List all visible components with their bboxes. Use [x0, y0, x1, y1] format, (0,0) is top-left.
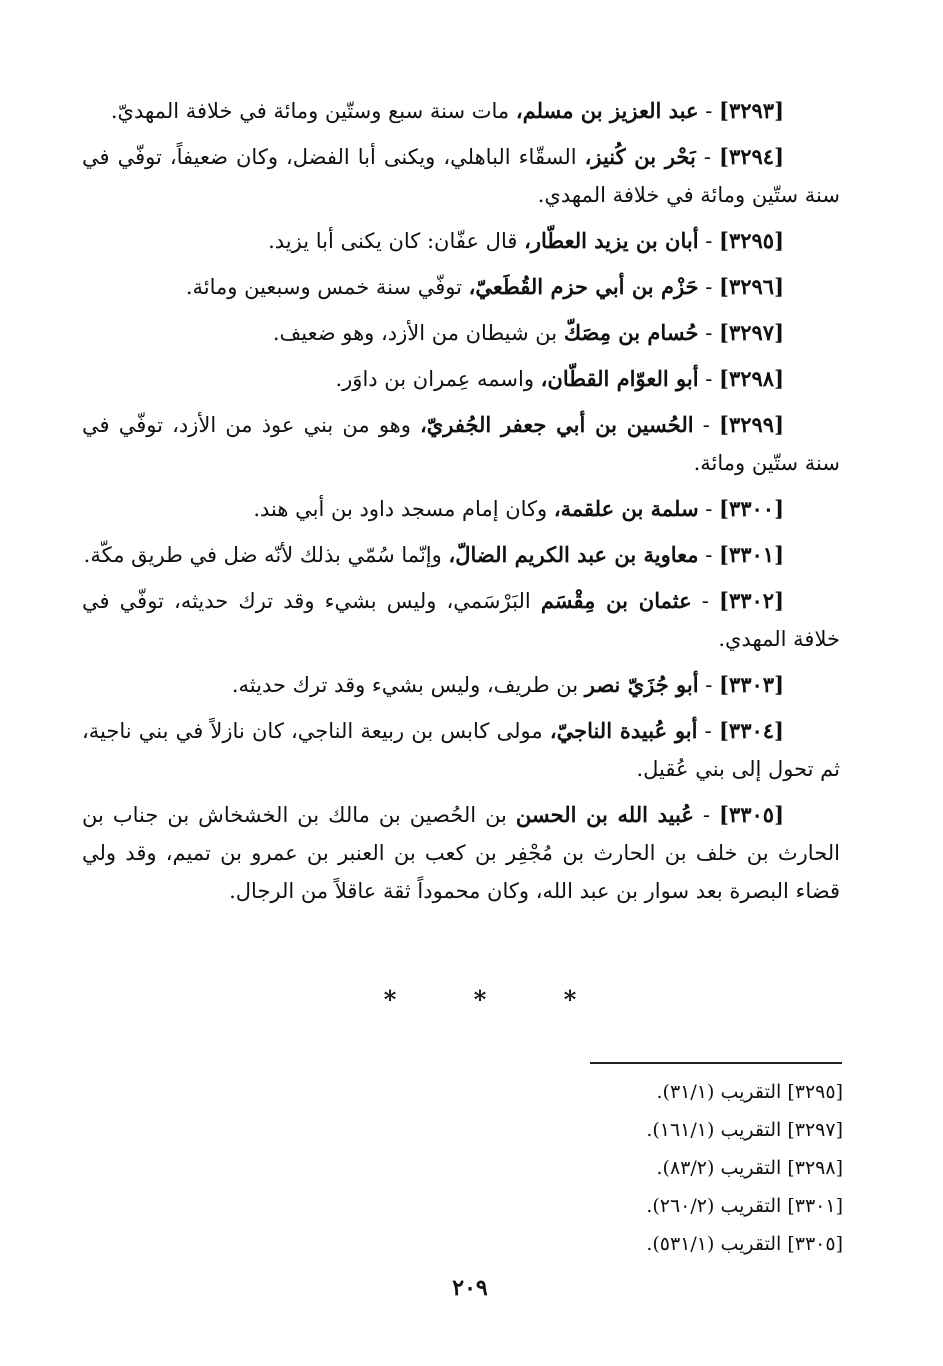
- entry-3304: [٣٣٠٤] - أبو عُبيدة الناجيّ، مولى كابس بن ربيعة الناجي، كان نازلاً في بني ناجية، ثم تحول إلى بني عُقيل.: [82, 718, 840, 781]
- entry-number: [٣٣٠٢]: [719, 588, 784, 613]
- entry-3300: [٣٣٠٠] - سلمة بن علقمة، وكان إمام مسجد داود بن أبي هند.: [253, 496, 784, 521]
- entry-number: [٣٢٩٥]: [719, 228, 784, 253]
- footnote: [٣٢٩٧] التقريب (١٦١/١).: [646, 1119, 843, 1141]
- entry-name: حَزْم بن أبي حزم القُطَعيّ،: [468, 274, 699, 299]
- entry-text: السقّاء الباهلي، ويكنى أبا الفضل، وكان ضعيفاً، توفّي في سنة ستّين ومائة في خلافة المهدي.: [82, 145, 840, 207]
- entry-name: الحُسين بن أبي جعفر الجُفريّ،: [420, 412, 694, 437]
- entry-text: بن طريف، وليس بشيء وقد ترك حديثه.: [231, 673, 585, 697]
- asterisk-icon: *: [563, 985, 577, 1014]
- entry-number: [٣٢٩٤]: [719, 144, 784, 169]
- page-number: ٢٠٩: [452, 1275, 488, 1301]
- entry-3298: [٣٢٩٨] - أبو العوّام القطّان، واسمه عِمران بن داوَر.: [335, 366, 784, 391]
- entry-number: [٣٢٩٩]: [719, 412, 784, 437]
- entry-number: [٣٣٠٣]: [719, 672, 784, 697]
- asterisk-icon: *: [473, 985, 487, 1014]
- footnote: [٣٣٠١] التقريب (٢٦٠/٢).: [646, 1195, 843, 1217]
- entry-number: [٣٣٠٥]: [719, 802, 784, 827]
- entry-3301: [٣٣٠١] - معاوية بن عبد الكريم الضالّ، وإنّما سُمّي بذلك لأنّه ضل في طريق مكّة.: [83, 542, 784, 567]
- entry-number: [٣٢٩٧]: [719, 320, 784, 345]
- entry-number: [٣٣٠٤]: [718, 718, 784, 743]
- footnote: [٣٢٩٨] التقريب (٨٣/٢).: [656, 1157, 843, 1179]
- entry-name: أبو جُزَيّ نصر: [584, 672, 699, 697]
- entry-name: عثمان بن مِقْسَم: [540, 588, 692, 613]
- entry-3294: [٣٢٩٤] - بَحْر بن كُنيز، السقّاء الباهلي، ويكنى أبا الفضل، وكان ضعيفاً، توفّي في سنة ستّين ومائة في خلافة المهدي.: [82, 144, 840, 207]
- entry-3296: [٣٢٩٦] - حَزْم بن أبي حزم القُطَعيّ، توفّي سنة خمس وسبعين ومائة.: [185, 274, 784, 299]
- entry-number: [٣٢٩٨]: [719, 366, 784, 391]
- entry-3305: [٣٣٠٥] - عُبيد الله بن الحسن بن الحُصين بن مالك بن الخشخاش بن جناب بن الحارث بن خلف بن الحارث بن مُجْفِر بن كعب بن العنبر بن عمرو بن تميم، وقد ولي قضاء البصرة بعد سوار بن عبد الله، وكان محموداً ثقة عاقلاً من الرجال.: [82, 802, 840, 903]
- asterisk-icon: *: [383, 985, 397, 1014]
- entry-text: بن الحُصين بن مالك بن الخشخاش بن جناب بن الحارث بن خلف بن الحارث بن مُجْفِر بن كعب بن العنبر بن عمرو بن تميم، وقد ولي قضاء البصرة بعد سوار بن عبد الله، وكان محموداً ثقة عاقلاً من الرجال.: [82, 803, 840, 903]
- footnote-divider: [590, 1062, 842, 1064]
- entry-number: [٣٣٠٠]: [719, 496, 784, 521]
- entry-text: وهو من بني عوذ من الأزد، توفّي في سنة ستّين ومائة.: [82, 413, 840, 475]
- footnote: [٣٢٩٥] التقريب (٣١/١).: [656, 1081, 843, 1103]
- entry-text: بن شيطان من الأزد، وهو ضعيف.: [272, 321, 564, 345]
- entry-name: عُبيد الله بن الحسن: [515, 802, 694, 827]
- entry-text: قال عفّان: كان يكنى أبا يزيد.: [268, 229, 525, 253]
- entry-text: مات سنة سبع وستّين ومائة في خلافة المهديّ.: [110, 99, 516, 123]
- entry-name: أبو العوّام القطّان،: [540, 366, 699, 391]
- entry-3302: [٣٣٠٢] - عثمان بن مِقْسَم البَرْسَمي، وليس بشيء وقد ترك حديثه، توفّي في خلافة المهدي.: [82, 588, 840, 651]
- entry-name: بَحْر بن كُنيز،: [584, 144, 696, 169]
- entry-name: معاوية بن عبد الكريم الضالّ،: [448, 542, 699, 567]
- entry-3293: [٣٢٩٣] - عبد العزيز بن مسلم، مات سنة سبع وستّين ومائة في خلافة المهديّ.: [110, 98, 784, 123]
- footnotes: [443, 1073, 843, 1263]
- entry-text: البَرْسَمي، وليس بشيء وقد ترك حديثه، توفّي في خلافة المهدي.: [82, 589, 840, 651]
- entry-name: أبان بن يزيد العطّار،: [524, 228, 699, 253]
- entry-name: حُسام بن مِصَكّ: [563, 320, 699, 345]
- entry-3303: [٣٣٠٣] - أبو جُزَيّ نصر بن طريف، وليس بشيء وقد ترك حديثه.: [231, 672, 784, 697]
- entry-number: [٣٢٩٦]: [719, 274, 784, 299]
- entry-text: وإنّما سُمّي بذلك لأنّه ضل في طريق مكّة.: [83, 543, 449, 567]
- entry-text: واسمه عِمران بن داوَر.: [335, 367, 541, 391]
- entry-3295: [٣٢٩٥] - أبان بن يزيد العطّار، قال عفّان: كان يكنى أبا يزيد.: [268, 228, 784, 253]
- entry-number: [٣٣٠١]: [719, 542, 784, 567]
- entry-name: سلمة بن علقمة،: [553, 496, 699, 521]
- entry-name: عبد العزيز بن مسلم،: [515, 98, 699, 123]
- entry-number: [٣٢٩٣]: [719, 98, 784, 123]
- entry-text: مولى كابس بن ربيعة الناجي، كان نازلاً في بني ناجية، ثم تحول إلى بني عُقيل.: [82, 719, 840, 781]
- entry-name: أبو عُبيدة الناجيّ،: [549, 718, 698, 743]
- footnote: [٣٣٠٥] التقريب (٥٣١/١).: [646, 1233, 843, 1255]
- section-separator: [380, 985, 580, 1014]
- entry-3299: [٣٢٩٩] - الحُسين بن أبي جعفر الجُفريّ، وهو من بني عوذ من الأزد، توفّي في سنة ستّين ومائة.: [82, 412, 840, 475]
- entry-3297: [٣٢٩٧] - حُسام بن مِصَكّ بن شيطان من الأزد، وهو ضعيف.: [272, 320, 784, 345]
- biography-entries: [82, 92, 840, 918]
- entry-text: وكان إمام مسجد داود بن أبي هند.: [253, 497, 554, 521]
- entry-text: توفّي سنة خمس وسبعين ومائة.: [185, 275, 469, 299]
